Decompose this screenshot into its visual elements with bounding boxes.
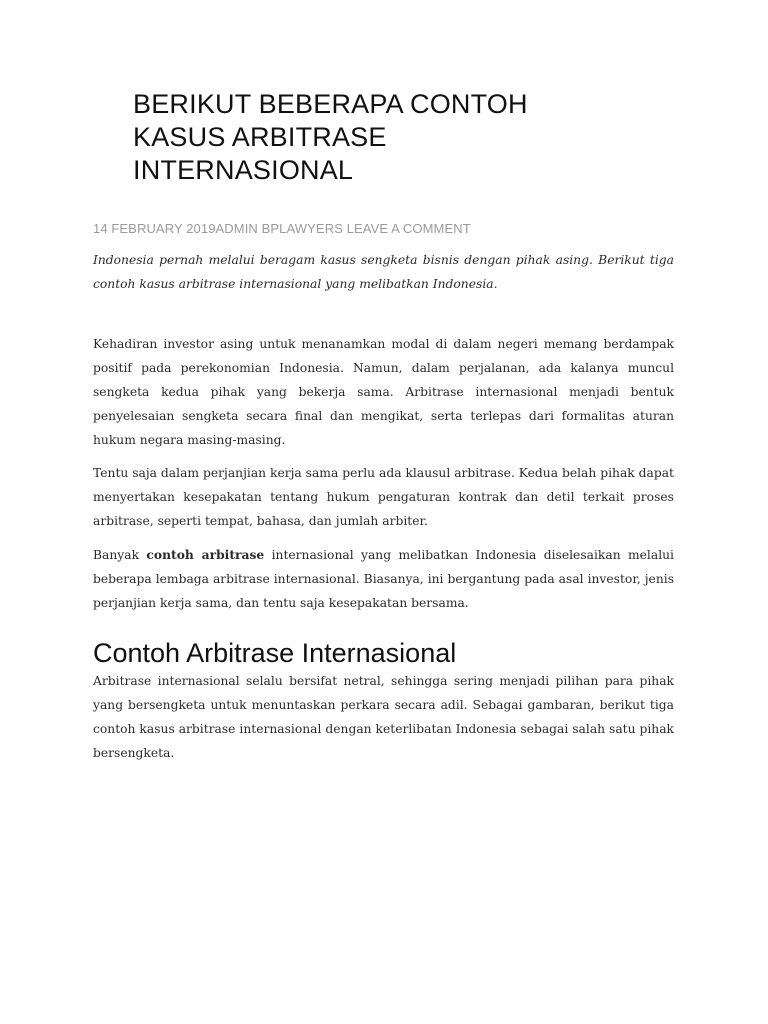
article-meta [93,220,693,238]
bold-keyword: contoh arbitrase [146,547,265,562]
post-date: 14 FEBRUARY 2019 [93,221,216,236]
article-title-line: INTERNASIONAL [133,155,354,185]
article-title-line: BERIKUT BEBERAPA CONTOH [133,89,528,119]
section-heading: Contoh Arbitrase Internasional [93,638,457,668]
article-body [93,248,674,765]
paragraph-text: internasional yang melibatkan Indonesia diselesaikan melalui beberapa lembaga arbitrase internasional. Biasanya, ini bergantung pada asal investor, jenis perjanjian kerja sama, dan tentu saja kesepakatan bersama. [93,548,674,610]
article-intro: Indonesia pernah melalui beragam kasus sengketa bisnis dengan pihak asing. Berikut tiga contoh kasus arbitrase internasional yang melibatkan Indonesia. [93,253,674,291]
body-paragraph [93,543,674,615]
body-paragraph: Kehadiran investor asing untuk menanamkan modal di dalam negeri memang berdampak positif pada perekonomian Indonesia. Namun, dalam perjalanan, ada kalanya muncul sengketa kedua pihak yang bekerja sama. Arbitrase internasional menjadi bentuk penyelesaian sengketa secara final dan mengikat, serta terlepas dari formalitas aturan hukum negara masing-masing. [93,337,674,447]
body-paragraph: Arbitrase internasional selalu bersifat netral, sehingga sering menjadi pilihan para pihak yang bersengketa untuk menuntaskan perkara secara adil. Sebagai gambaran, berikut tiga contoh kasus arbitrase internasional dengan keterlibatan Indonesia sebagai salah satu pihak bersengketa. [93,674,674,760]
leave-comment-link[interactable]: LEAVE A COMMENT [346,221,471,236]
article-title [133,88,653,187]
post-author-link[interactable]: ADMIN BPLAWYERS [215,221,343,236]
body-paragraph: Tentu saja dalam perjanjian kerja sama perlu ada klausul arbitrase. Kedua belah pihak dapat menyertakan kesepakatan tentang hukum pengaturan kontrak dan detil terkait proses arbitrase, seperti tempat, bahasa, dan jumlah arbiter. [93,466,674,528]
paragraph-text: Banyak [93,548,147,562]
article-title-line: KASUS ARBITRASE [133,122,387,152]
